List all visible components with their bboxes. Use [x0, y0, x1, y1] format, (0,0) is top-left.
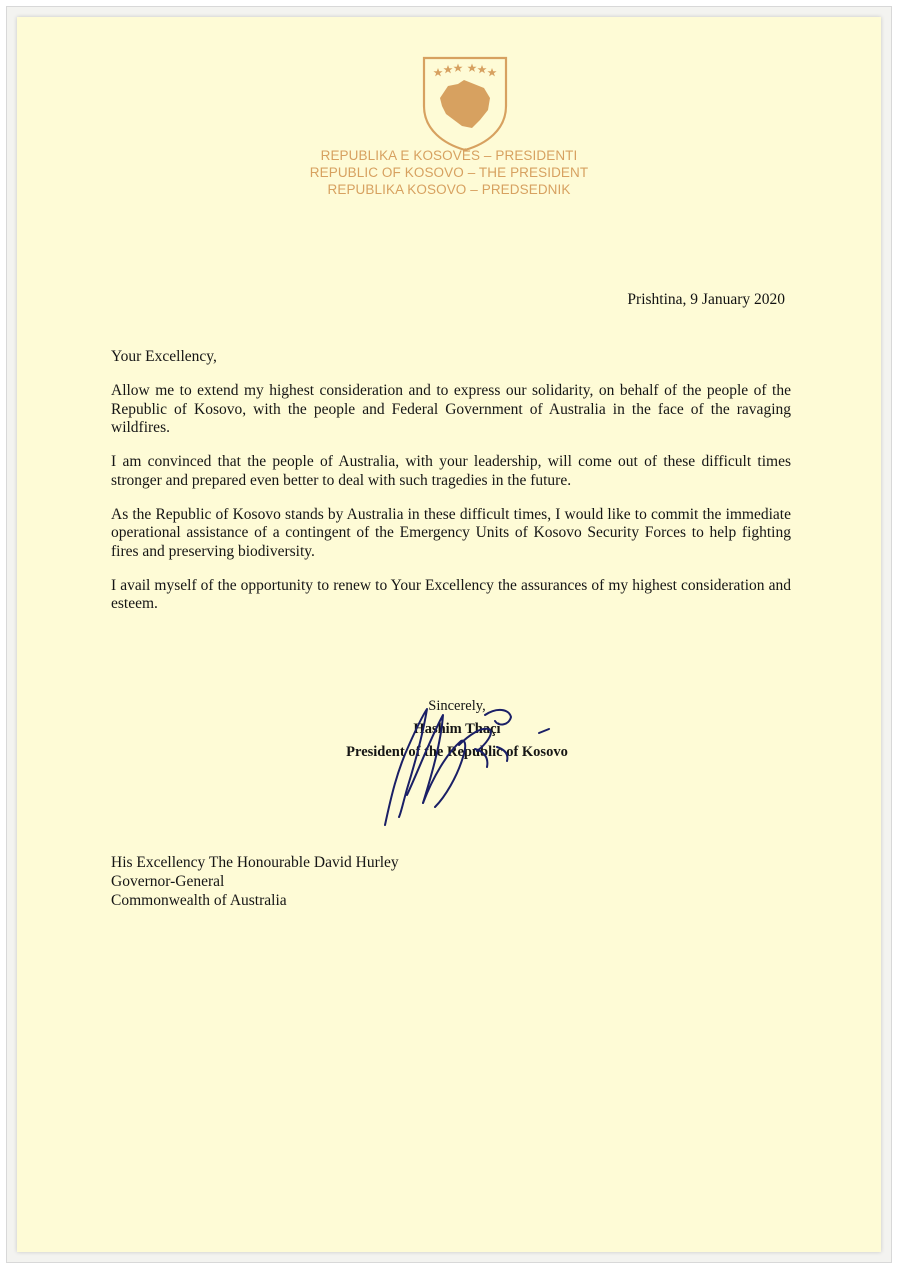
- recipient-position: Governor-General: [111, 873, 225, 890]
- salutation: Your Excellency,: [111, 348, 217, 365]
- recipient-country: Commonwealth of Australia: [111, 892, 287, 909]
- letterhead-line-english: REPUBLIC OF KOSOVO – THE PRESIDENT: [309, 165, 589, 180]
- date-line: Prishtina, 9 January 2020: [627, 291, 785, 308]
- paragraph-closing-courtesy: I avail myself of the opportunity to renew to Your Excellency the assurances of my highest consideration and esteem.: [111, 576, 791, 612]
- coat-of-arms-emblem: [418, 54, 512, 152]
- letter-page: [17, 17, 881, 1252]
- letter-body: [111, 348, 791, 629]
- signatory-title: President of the Republic of Kosovo: [346, 744, 568, 760]
- paragraph-solidarity: Allow me to extend my highest consideration and to express our solidarity, on behalf of the people of the Republic of Kosovo, with the people and Federal Government of Australia in the face of the ravaging wildfires.: [111, 382, 791, 436]
- valediction: Sincerely,: [428, 698, 486, 714]
- recipient-name: His Excellency The Honourable David Hurley: [111, 854, 399, 871]
- handwritten-signature: [357, 685, 577, 835]
- recipient-address: [111, 853, 399, 910]
- paragraph-assistance: As the Republic of Kosovo stands by Australia in these difficult times, I would like to commit the immediate operational assistance of a contingent of the Emergency Units of Kosovo Security Forces to help fighting fires and preserving biodiversity.: [111, 505, 791, 560]
- letterhead-line-albanian: REPUBLIKA E KOSOVËS – PRESIDENTI: [320, 148, 578, 163]
- letterhead-title: [17, 147, 881, 198]
- document-frame: [6, 6, 892, 1263]
- signatory-name: Hashim Thaçi: [413, 721, 501, 737]
- paragraph-conviction: I am convinced that the people of Australia, with your leadership, will come out of these difficult times stronger and prepared even better to deal with such tragedies in the future.: [111, 453, 791, 489]
- letterhead-line-serbian: REPUBLIKA KOSOVO – PREDSEDNIK: [327, 182, 571, 197]
